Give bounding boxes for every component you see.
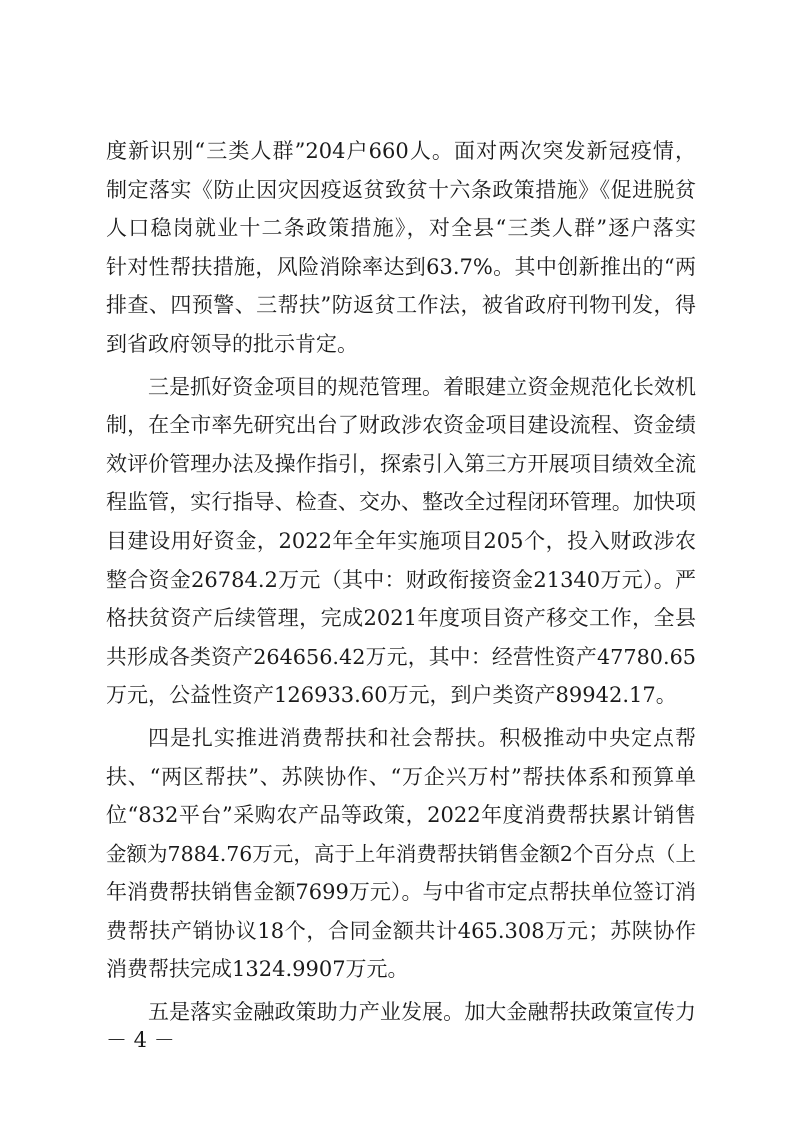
text-line: 制，在全市率先研究出台了财政涉农资金项目建设流程、资金绩 <box>106 413 696 438</box>
page-number: － 4 － <box>106 1028 175 1052</box>
text-line: 共形成各类资产264656.42万元，其中：经营性资产47780.65 <box>106 644 696 669</box>
text-line: 费帮扶产销协议18个，合同金额共计465.308万元；苏陕协作 <box>106 918 696 943</box>
text-line: 三是抓好资金项目的规范管理。着眼建立资金规范化长效机 <box>148 374 696 399</box>
text-line: 消费帮扶完成1324.9907万元。 <box>106 957 409 982</box>
text-line: 针对性帮扶措施，风险消除率达到63.7%。其中创新推出的“两 <box>106 254 696 279</box>
paragraph-consumption-assistance <box>106 719 696 989</box>
text-line: 人口稳岗就业十二条政策措施》，对全县“三类人群”逐户落实 <box>106 216 696 241</box>
text-line: 位“832平台”采购农产品等政策，2022年度消费帮扶累计销售 <box>106 803 696 828</box>
text-line: 年消费帮扶销售金额7699万元）。与中省市定点帮扶单位签订消 <box>106 880 696 905</box>
paragraph-financial-policy <box>106 993 696 1032</box>
text-line: 万元，公益性资产126933.60万元，到户类资产89942.17。 <box>106 683 677 708</box>
text-line: 到省政府领导的批示肯定。 <box>106 331 358 356</box>
text-line: 目建设用好资金，2022年全年实施项目205个，投入财政涉农 <box>106 528 696 553</box>
text-line: 制定落实《防止因灾因疫返贫致贫十六条政策措施》《促进脱贫 <box>106 177 696 202</box>
text-line: 度新识别“三类人群”204户660人。面对两次突发新冠疫情， <box>106 139 696 163</box>
text-line: 四是扎实推进消费帮扶和社会帮扶。积极推动中央定点帮 <box>148 725 696 750</box>
text-line: 效评价管理办法及操作指引，探索引入第三方开展项目绩效全流 <box>106 451 696 476</box>
text-line: 程监管，实行指导、检查、交办、整改全过程闭环管理。加快项 <box>106 490 696 515</box>
text-line: 扶、“两区帮扶”、苏陕协作、“万企兴万村”帮扶体系和预算单 <box>106 764 696 789</box>
text-line: 排查、四预警、三帮扶”防返贫工作法，被省政府刊物刊发，得 <box>106 293 696 318</box>
paragraph-prevention <box>106 132 696 364</box>
text-line: 整合资金26784.2万元（其中：财政衔接资金21340万元）。严 <box>106 567 696 592</box>
text-line: 金额为7884.76万元，高于上年消费帮扶销售金额2个百分点（上 <box>106 841 696 866</box>
body-text <box>106 132 696 1032</box>
text-line: 五是落实金融政策助力产业发展。加大金融帮扶政策宣传力 <box>148 1000 696 1025</box>
paragraph-funds-management <box>106 368 696 715</box>
text-line: 格扶贫资产后续管理，完成2021年度项目资产移交工作，全县 <box>106 606 696 631</box>
